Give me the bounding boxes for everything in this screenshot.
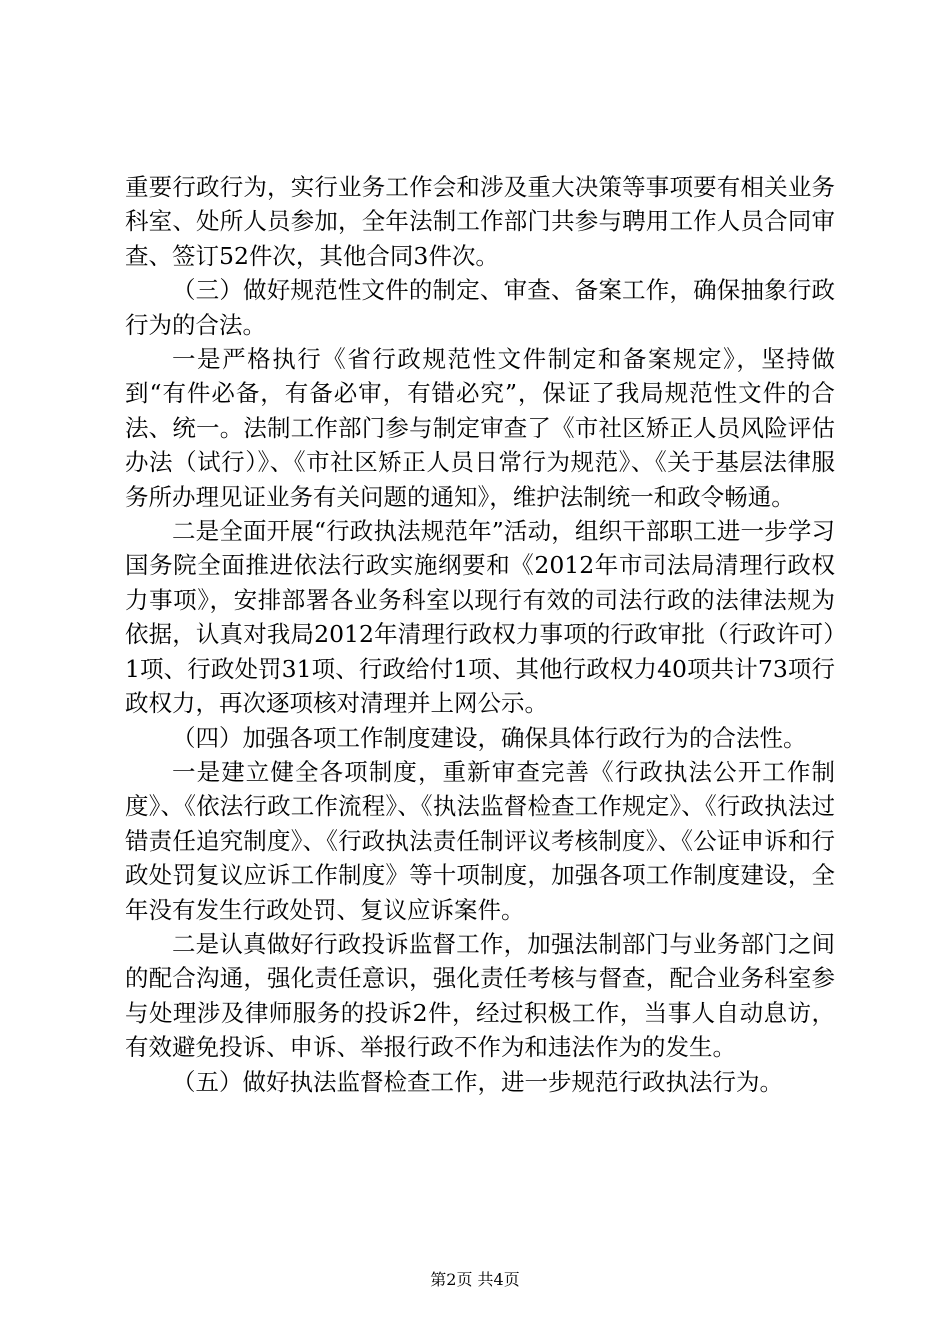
paragraph-item: 一是严格执行《省行政规范性文件制定和备案规定》，坚持做到“有件必备，有备必审，有错必究”，保证了我局规范性文件的合法、统一。法制工作部门参与制定审查了《市社区矫正人员风险评估办法（试行）》、《市社区矫正人员日常行为规范》、《关于基层法律服务所办理见证业务有关问题的通知》，维护法制统一和政令畅通。 [125, 345, 835, 511]
section-heading-5: （五）做好执法监督检查工作，进一步规范行政执法行为。 [172, 1067, 783, 1096]
paragraph-item: 二是认真做好行政投诉监督工作，加强法制部门与业务部门之间的配合沟通，强化责任意识，强化责任考核与督查，配合业务科室参与处理涉及律师服务的投诉2件，经过积极工作，当事人自动息访，有效避免投诉、申诉、举报行政不作为和违法作为的发生。 [125, 929, 835, 1062]
section-heading-4: （四）加强各项工作制度建设，确保具体行政行为的合法性。 [172, 723, 807, 752]
paragraph-item: 一是建立健全各项制度，重新审查完善《行政执法公开工作制度》、《依法行政工作流程》、《执法监督检查工作规定》、《行政执法过错责任追究制度》、《行政执法责任制评议考核制度》、《公证申诉和行政处罚复议应诉工作制度》等十项制度，加强各项工作制度建设，全年没有发生行政处罚、复议应诉案件。 [125, 757, 835, 924]
paragraph-item: 二是全面开展“行政执法规范年”活动，组织干部职工进一步学习国务院全面推进依法行政实施纲要和《2012年市司法局清理行政权力事项》，安排部署各业务科室以现行有效的司法行政的法律法规为依据，认真对我局2012年清理行政权力事项的行政审批（行政许可）1项、行政处罚31项、行政给付1项、其他行政权力40项共计73项行政权力，再次逐项核对清理并上网公示。 [125, 517, 835, 718]
paragraph-continuation: 重要行政行为，实行业务工作会和涉及重大决策等事项要有相关业务科室、处所人员参加，全年法制工作部门共参与聘用工作人员合同审查、签订52件次，其他合同3件次。 [125, 173, 835, 270]
page-number-footer: 第2页 共4页 [430, 1270, 520, 1289]
section-heading-3: （三）做好规范性文件的制定、审查、备案工作，确保抽象行政行为的合法。 [125, 276, 835, 339]
document-body [125, 170, 835, 1099]
